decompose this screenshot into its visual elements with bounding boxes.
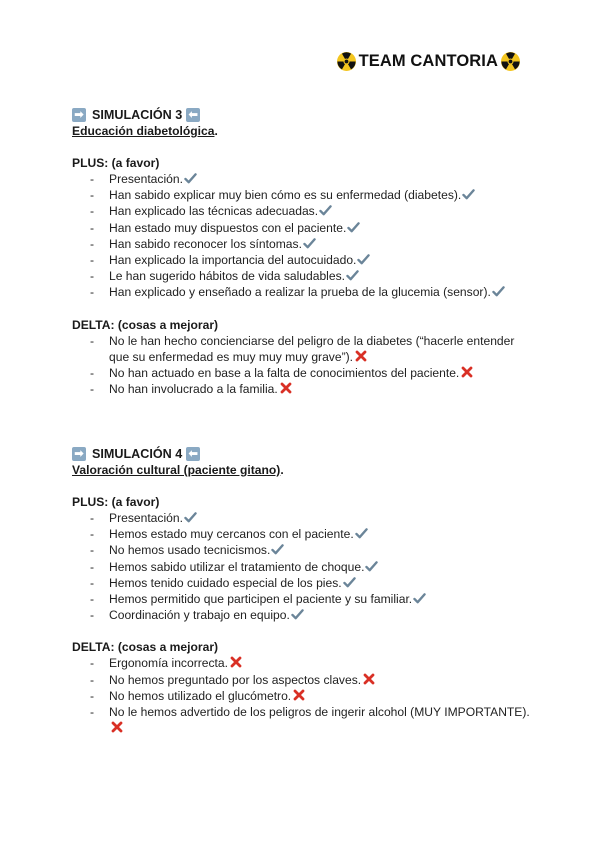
list-item — [72, 203, 532, 219]
check-icon — [346, 269, 359, 280]
list-item — [72, 591, 532, 607]
list-item-text: No han involucrado a la familia. — [109, 382, 278, 397]
list-item-text: Hemos estado muy cercanos con el paciente. — [109, 527, 354, 542]
delta-list — [72, 655, 532, 736]
list-item-text: Presentación. — [109, 172, 183, 186]
check-icon — [184, 511, 197, 522]
list-item — [72, 655, 532, 671]
plus-list — [72, 510, 532, 623]
list-item — [72, 559, 532, 575]
plus-label: PLUS: (a favor) — [72, 156, 160, 170]
arrow-left-icon: ⬅ — [186, 447, 200, 461]
list-item — [72, 284, 532, 300]
cross-icon — [363, 673, 375, 685]
list-item-text: Coordinación y trabajo en equipo. — [109, 608, 290, 623]
arrow-right-icon: ➡ — [72, 447, 86, 461]
cross-icon — [293, 689, 305, 701]
arrow-right-icon: ➡ — [72, 108, 86, 122]
section-title: ➡ SIMULACIÓN 4 ⬅ — [72, 446, 532, 462]
cross-icon — [280, 382, 292, 394]
plus-list — [72, 171, 532, 301]
list-item — [72, 672, 532, 688]
list-item — [72, 268, 532, 284]
list-item — [72, 333, 532, 365]
list-item-text: Han explicado las técnicas adecuadas. — [109, 204, 319, 219]
list-item — [72, 252, 532, 268]
check-icon — [413, 592, 426, 603]
check-icon — [365, 560, 378, 571]
list-item-text: Hemos permitido que participen el paciente y su familiar. — [109, 592, 413, 607]
cross-icon — [111, 721, 123, 733]
list-item — [72, 607, 532, 623]
list-item-text: Le han sugerido hábitos de vida saludables. — [109, 269, 345, 284]
list-item — [72, 510, 532, 526]
list-item-text: No han actuado en base a la falta de conocimientos del paciente. — [109, 366, 460, 381]
list-item — [72, 220, 532, 236]
check-icon — [343, 576, 356, 587]
check-icon — [291, 608, 304, 619]
list-item — [72, 187, 532, 203]
delta-label: DELTA: (cosas a mejorar) — [72, 640, 219, 655]
list-item-text: No hemos preguntado por los aspectos claves. — [109, 672, 362, 687]
simulation-section — [72, 107, 532, 397]
radioactive-icon — [501, 52, 520, 71]
list-item — [72, 381, 532, 397]
arrow-left-icon: ⬅ — [186, 108, 200, 122]
check-icon — [184, 172, 197, 183]
check-icon — [357, 253, 370, 264]
check-icon — [319, 204, 332, 215]
list-item-text: Han sabido reconocer los síntomas. — [109, 236, 302, 251]
list-item — [72, 526, 532, 542]
delta-list — [72, 333, 532, 398]
list-item — [72, 236, 532, 252]
list-item-text: No le hemos advertido de los peligros de ingerir alcohol (MUY IMPORTANTE). — [109, 705, 530, 720]
plus-label: PLUS: (a favor) — [72, 495, 160, 509]
list-item — [72, 365, 532, 381]
team-title: TEAM CANTORIA — [358, 51, 498, 70]
section-subtitle: Valoración cultural (paciente gitano). — [72, 463, 284, 477]
list-item-text: Han sabido explicar muy bien cómo es su enfermedad (diabetes). — [109, 188, 462, 203]
list-item — [72, 542, 532, 558]
check-icon — [492, 285, 505, 296]
cross-icon — [230, 656, 242, 668]
list-item — [72, 171, 532, 187]
simulation-section — [72, 446, 532, 736]
check-icon — [303, 237, 316, 248]
list-item-text: Hemos tenido cuidado especial de los pies. — [109, 575, 342, 590]
list-item-text: Hemos sabido utilizar el tratamiento de choque. — [109, 559, 365, 574]
section-subtitle: Educación diabetológica. — [72, 124, 218, 138]
cross-icon — [461, 366, 473, 378]
delta-label: DELTA: (cosas a mejorar) — [72, 317, 219, 332]
section-title: ➡ SIMULACIÓN 3 ⬅ — [72, 107, 532, 123]
list-item-text: Presentación. — [109, 511, 183, 525]
check-icon — [355, 527, 368, 538]
list-item-text: Han explicado y enseñado a realizar la prueba de la glucemia (sensor). — [109, 285, 491, 300]
team-header — [337, 49, 520, 73]
list-item-text: Han explicado la importancia del autocuidado. — [109, 253, 357, 268]
list-item-text: No hemos utilizado el glucómetro. — [109, 688, 292, 703]
check-icon — [271, 543, 284, 554]
list-item-text: No hemos usado tecnicismos. — [109, 543, 271, 558]
list-item-text: Han estado muy dispuestos con el paciente. — [109, 220, 347, 235]
list-item — [72, 704, 532, 736]
check-icon — [347, 221, 360, 232]
list-item-text: No le han hecho concienciarse del peligro de la diabetes (“hacerle entender que su enfermedad es muy muy muy grave”). — [109, 333, 515, 364]
list-item — [72, 575, 532, 591]
list-item — [72, 688, 532, 704]
radioactive-icon — [337, 52, 356, 71]
cross-icon — [355, 350, 367, 362]
check-icon — [462, 188, 475, 199]
list-item-text: Ergonomía incorrecta. — [109, 656, 228, 671]
